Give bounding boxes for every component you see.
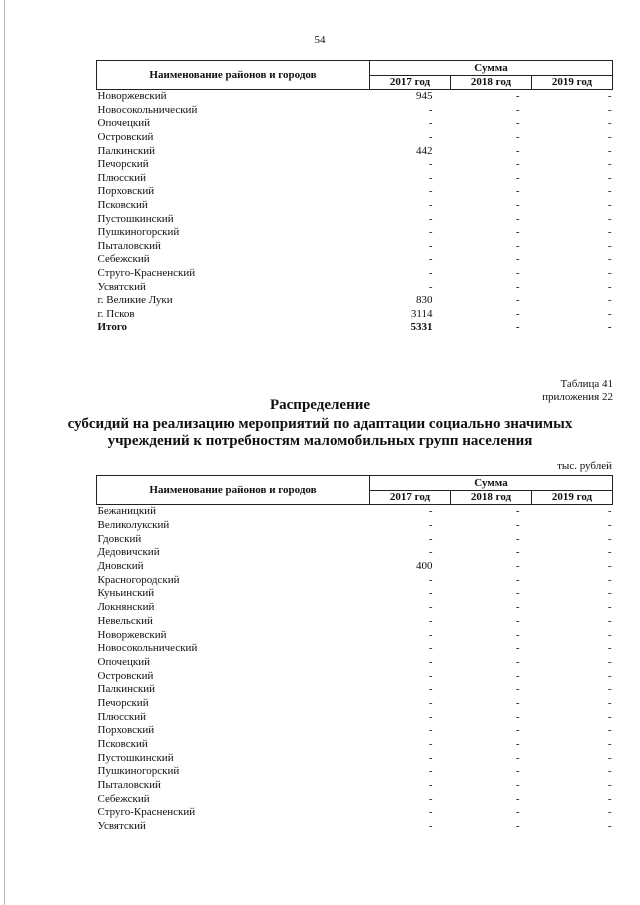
table-row <box>97 185 613 199</box>
total-2019: - <box>607 321 612 334</box>
table-row <box>97 104 613 118</box>
value-2018: - <box>515 560 520 573</box>
district-name: Опочецкий <box>97 117 150 130</box>
district-name: Струго-Красненский <box>97 806 196 819</box>
value-2018: - <box>515 505 520 518</box>
table-row <box>97 280 613 294</box>
value-2019: - <box>607 546 612 559</box>
value-2019: - <box>607 185 612 198</box>
district-name: Пустошкинский <box>97 751 174 764</box>
value-2019: - <box>607 144 612 157</box>
value-2018: - <box>515 669 520 682</box>
value-2017: - <box>428 765 433 778</box>
value-2017: - <box>428 239 433 252</box>
value-2017: - <box>428 614 433 627</box>
value-2017: - <box>428 280 433 293</box>
district-name: Пыталовский <box>97 779 161 792</box>
accessibility-subsidy-table <box>96 475 613 834</box>
table-row <box>97 751 613 765</box>
value-2019: - <box>607 642 612 655</box>
value-2019: - <box>607 669 612 682</box>
table-row <box>97 779 613 793</box>
table-row <box>97 724 613 738</box>
value-2019: - <box>607 765 612 778</box>
value-2018: - <box>515 642 520 655</box>
section-subtitle-line1: субсидий на реализацию мероприятий по адаптации социально значимых <box>67 416 573 432</box>
value-2017: - <box>428 573 433 586</box>
table-row <box>97 519 613 533</box>
value-2018: - <box>515 239 520 252</box>
value-2018: - <box>515 751 520 764</box>
table-row <box>97 532 613 546</box>
value-2017: - <box>428 806 433 819</box>
district-name: Палкинский <box>97 683 156 696</box>
value-2019: - <box>607 806 612 819</box>
value-2018: - <box>515 185 520 198</box>
value-2019: - <box>607 199 612 212</box>
value-2019: - <box>607 158 612 171</box>
value-2017: - <box>428 253 433 266</box>
table-row <box>97 240 613 254</box>
page-number: 54 <box>314 34 326 46</box>
table-row <box>97 199 613 213</box>
district-name: Великолукский <box>97 519 170 532</box>
district-name: Новоржевский <box>97 628 167 641</box>
value-2017: - <box>428 820 433 833</box>
value-2017: - <box>428 642 433 655</box>
district-name: Дновский <box>97 560 144 573</box>
header-name-column: Наименование районов и городов <box>97 476 370 505</box>
value-2017: - <box>428 601 433 614</box>
value-2017: - <box>428 696 433 709</box>
value-2018: - <box>515 587 520 600</box>
table-row <box>97 697 613 711</box>
table-row <box>97 117 613 131</box>
district-name: Куньинский <box>97 587 155 600</box>
table-row <box>97 710 613 724</box>
table-row <box>97 144 613 158</box>
value-2017: - <box>428 267 433 280</box>
district-name: Псковский <box>97 199 148 212</box>
district-name: Себежский <box>97 792 150 805</box>
value-2017: - <box>428 683 433 696</box>
value-2018: - <box>515 573 520 586</box>
table-row <box>97 656 613 670</box>
table-body <box>97 505 613 834</box>
header-year-2019: 2019 год <box>532 491 613 505</box>
value-2018: - <box>515 144 520 157</box>
value-2018: - <box>515 307 520 320</box>
value-2019: - <box>607 628 612 641</box>
value-2019: - <box>607 655 612 668</box>
header-year-2019: 2019 год <box>532 76 613 90</box>
value-2017: 442 <box>416 144 433 157</box>
district-name: Псковский <box>97 738 148 751</box>
value-2017: - <box>428 738 433 751</box>
value-2018: - <box>515 171 520 184</box>
value-2019: - <box>607 532 612 545</box>
total-row <box>97 321 613 335</box>
value-2018: - <box>515 628 520 641</box>
value-2019: - <box>607 239 612 252</box>
value-2017: 945 <box>416 90 433 103</box>
value-2017: - <box>428 532 433 545</box>
value-2018: - <box>515 779 520 792</box>
value-2019: - <box>607 267 612 280</box>
value-2018: - <box>515 280 520 293</box>
district-name: Усвятский <box>97 820 146 833</box>
value-2019: - <box>607 103 612 116</box>
value-2018: - <box>515 724 520 737</box>
value-2017: - <box>428 171 433 184</box>
table-row <box>97 669 613 683</box>
subsidy-table-continued <box>96 60 613 335</box>
value-2018: - <box>515 683 520 696</box>
value-2018: - <box>515 710 520 723</box>
value-2017: - <box>428 117 433 130</box>
header-sum: Сумма <box>370 476 613 491</box>
value-2019: - <box>607 117 612 130</box>
value-2018: - <box>515 614 520 627</box>
value-2017: - <box>428 103 433 116</box>
value-2018: - <box>515 601 520 614</box>
district-name: Локнянский <box>97 601 155 614</box>
district-name: Гдовский <box>97 532 142 545</box>
section-subtitle-line2: учреждений к потребностям маломобильных групп населения <box>107 433 533 449</box>
table-row <box>97 267 613 281</box>
value-2017: - <box>428 669 433 682</box>
value-2017: - <box>428 199 433 212</box>
table-row <box>97 820 613 834</box>
header-year-2018: 2018 год <box>451 76 532 90</box>
header-year-2017: 2017 год <box>370 491 451 505</box>
district-name: Бежаницкий <box>97 505 156 518</box>
value-2017: - <box>428 724 433 737</box>
table-row <box>97 90 613 104</box>
value-2019: - <box>607 683 612 696</box>
table-row <box>97 253 613 267</box>
value-2019: - <box>607 280 612 293</box>
value-2018: - <box>515 532 520 545</box>
value-2019: - <box>607 601 612 614</box>
value-2018: - <box>515 519 520 532</box>
total-label: Итого <box>97 321 128 334</box>
table-row <box>97 212 613 226</box>
district-name: Островский <box>97 669 154 682</box>
table-row <box>97 587 613 601</box>
table-row <box>97 131 613 145</box>
district-name: Плюсский <box>97 171 147 184</box>
value-2018: - <box>515 212 520 225</box>
header-year-2017: 2017 год <box>370 76 451 90</box>
district-name: Усвятский <box>97 280 146 293</box>
value-2019: - <box>607 307 612 320</box>
value-2019: - <box>607 751 612 764</box>
table-row <box>97 505 613 519</box>
value-2018: - <box>515 90 520 103</box>
value-2018: - <box>515 131 520 144</box>
value-2018: - <box>515 696 520 709</box>
value-2019: - <box>607 587 612 600</box>
district-name: Красногородский <box>97 573 180 586</box>
value-2018: - <box>515 820 520 833</box>
section-title: Распределение <box>269 397 371 413</box>
total-2017: 5331 <box>410 321 433 334</box>
district-name: Невельский <box>97 614 153 627</box>
units-label: тыс. рублей <box>557 460 612 472</box>
appendix-reference: приложения 22 <box>542 391 613 403</box>
value-2018: - <box>515 199 520 212</box>
value-2019: - <box>607 696 612 709</box>
table-row <box>97 792 613 806</box>
table-row <box>97 601 613 615</box>
value-2019: - <box>607 779 612 792</box>
value-2019: - <box>607 710 612 723</box>
value-2017: - <box>428 655 433 668</box>
table-row <box>97 738 613 752</box>
table-row <box>97 226 613 240</box>
district-name: Новоржевский <box>97 90 167 103</box>
value-2019: - <box>607 212 612 225</box>
district-name: Пыталовский <box>97 239 161 252</box>
table-row <box>97 683 613 697</box>
value-2017: 830 <box>416 294 433 307</box>
value-2017: - <box>428 185 433 198</box>
value-2017: 3114 <box>410 307 433 320</box>
table-row <box>97 294 613 308</box>
district-name: Печорский <box>97 158 149 171</box>
table-row <box>97 560 613 574</box>
value-2017: - <box>428 212 433 225</box>
value-2017: - <box>428 628 433 641</box>
value-2019: - <box>607 560 612 573</box>
value-2018: - <box>515 226 520 239</box>
district-name: г. Великие Луки <box>97 294 173 307</box>
district-name: Пушкиногорский <box>97 226 180 239</box>
value-2019: - <box>607 226 612 239</box>
value-2018: - <box>515 738 520 751</box>
value-2017: - <box>428 158 433 171</box>
value-2019: - <box>607 519 612 532</box>
value-2017: - <box>428 792 433 805</box>
district-name: Пустошкинский <box>97 212 174 225</box>
district-name: Новосокольнический <box>97 642 198 655</box>
header-sum: Сумма <box>370 61 613 76</box>
district-name: Палкинский <box>97 144 156 157</box>
value-2019: - <box>607 253 612 266</box>
value-2019: - <box>607 614 612 627</box>
value-2017: - <box>428 131 433 144</box>
table-row <box>97 615 613 629</box>
district-name: Струго-Красненский <box>97 267 196 280</box>
district-name: Новосокольнический <box>97 103 198 116</box>
header-name-column: Наименование районов и городов <box>97 61 370 90</box>
table-row <box>97 765 613 779</box>
value-2018: - <box>515 267 520 280</box>
value-2019: - <box>607 792 612 805</box>
value-2019: - <box>607 171 612 184</box>
value-2018: - <box>515 294 520 307</box>
district-name: Дедовичский <box>97 546 160 559</box>
value-2019: - <box>607 573 612 586</box>
value-2017: - <box>428 587 433 600</box>
district-name: Опочецкий <box>97 655 150 668</box>
table-row <box>97 806 613 820</box>
value-2018: - <box>515 765 520 778</box>
district-name: Порховский <box>97 185 155 198</box>
value-2017: 400 <box>416 560 433 573</box>
value-2018: - <box>515 117 520 130</box>
value-2017: - <box>428 546 433 559</box>
value-2018: - <box>515 253 520 266</box>
table-row <box>97 628 613 642</box>
value-2018: - <box>515 806 520 819</box>
value-2018: - <box>515 546 520 559</box>
table-row <box>97 573 613 587</box>
value-2019: - <box>607 294 612 307</box>
table-row <box>97 642 613 656</box>
district-name: г. Псков <box>97 307 135 320</box>
table-total <box>97 321 613 335</box>
table-body <box>97 90 613 322</box>
header-year-2018: 2018 год <box>451 491 532 505</box>
value-2018: - <box>515 158 520 171</box>
value-2018: - <box>515 103 520 116</box>
table-row <box>97 172 613 186</box>
value-2017: - <box>428 519 433 532</box>
value-2019: - <box>607 820 612 833</box>
value-2019: - <box>607 505 612 518</box>
district-name: Плюсский <box>97 710 147 723</box>
value-2017: - <box>428 710 433 723</box>
district-name: Печорский <box>97 696 149 709</box>
value-2019: - <box>607 738 612 751</box>
district-name: Себежский <box>97 253 150 266</box>
value-2017: - <box>428 779 433 792</box>
value-2018: - <box>515 792 520 805</box>
value-2018: - <box>515 655 520 668</box>
page-edge-line <box>4 0 5 905</box>
district-name: Порховский <box>97 724 155 737</box>
value-2017: - <box>428 505 433 518</box>
value-2019: - <box>607 724 612 737</box>
total-2018: - <box>515 321 520 334</box>
district-name: Островский <box>97 131 154 144</box>
value-2019: - <box>607 131 612 144</box>
table-row <box>97 158 613 172</box>
value-2017: - <box>428 226 433 239</box>
table-row <box>97 308 613 322</box>
table-reference-number: Таблица 41 <box>560 378 613 390</box>
value-2017: - <box>428 751 433 764</box>
district-name: Пушкиногорский <box>97 765 180 778</box>
value-2019: - <box>607 90 612 103</box>
table-row <box>97 546 613 560</box>
